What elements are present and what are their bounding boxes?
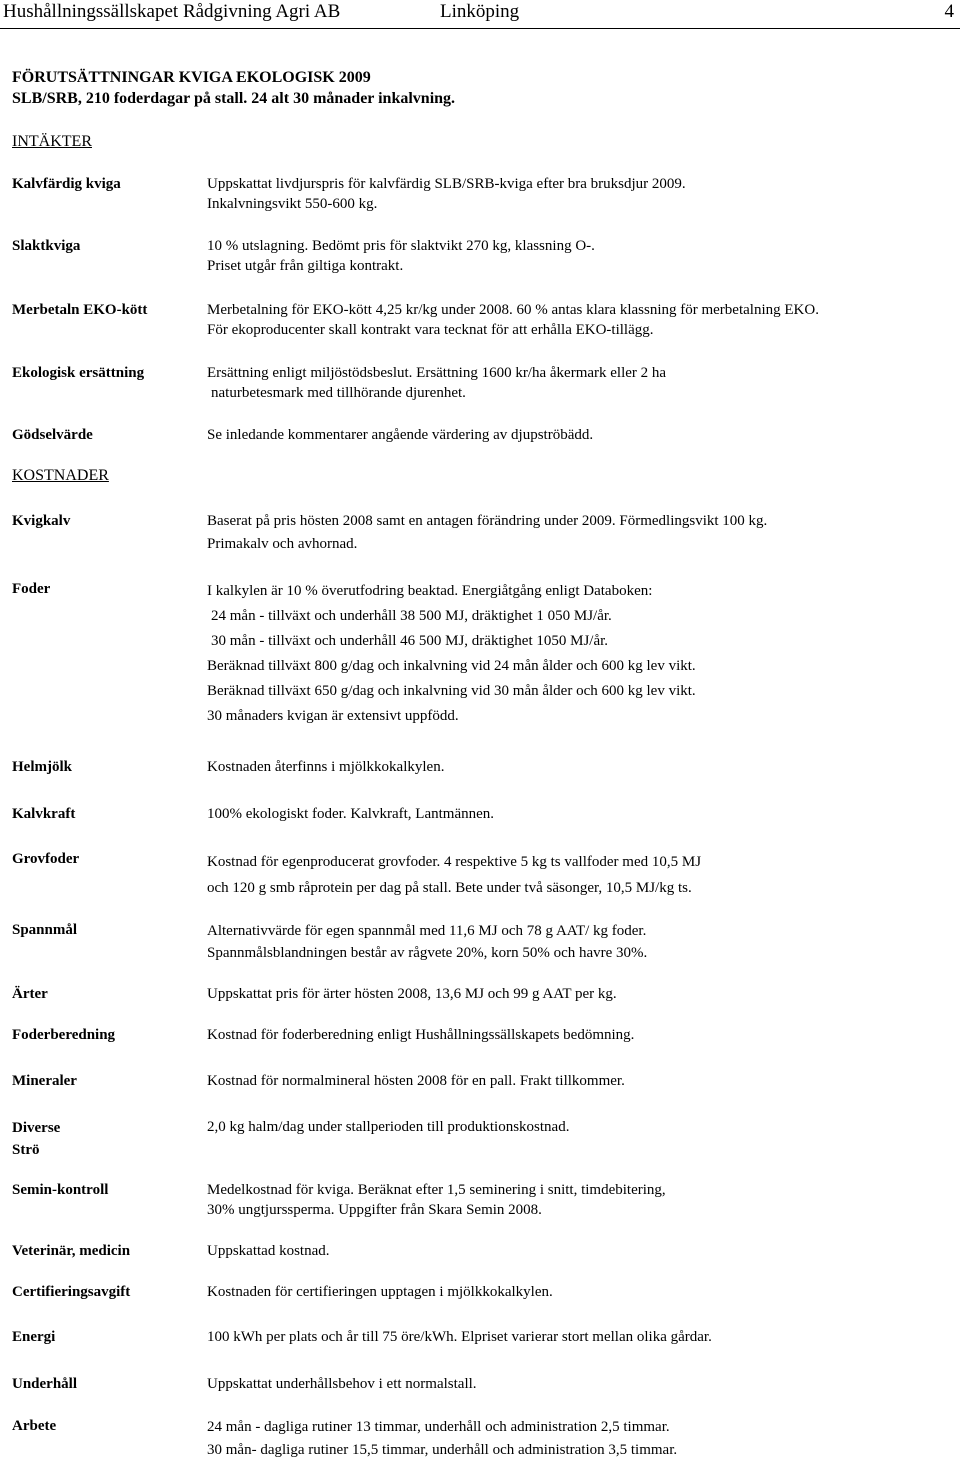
row-description [207, 920, 952, 964]
row-label: Certifieringsavgift [12, 1284, 131, 1300]
description-line: 30% ungtjurssperma. Uppgifter från Skara Semin 2008. [207, 1202, 542, 1218]
row-label: Spannmål [12, 922, 78, 938]
row-label: Energi [12, 1329, 56, 1345]
row-description [207, 1327, 952, 1347]
description-line: Uppskattat pris för ärter hösten 2008, 13,6 MJ och 99 g AAT per kg. [207, 986, 617, 1002]
description-line: Kostnaden återfinns i mjölkkokalkylen. [207, 759, 445, 775]
row-label: Semin-kontroll [12, 1182, 109, 1198]
row-label: Kalvkraft [12, 806, 76, 822]
row-label: Slaktkviga [12, 238, 81, 254]
row-description [207, 1241, 952, 1261]
header-location: Linköping [440, 1, 520, 22]
row-label: Underhåll [12, 1376, 78, 1392]
row-description [207, 1374, 952, 1394]
description-line: För ekoproducenter skall kontrakt vara tecknat för att erhålla EKO-tillägg. [207, 322, 654, 338]
row-label: Ärter [12, 986, 48, 1002]
row-label: Merbetaln EKO-kött [12, 302, 148, 318]
row-label: Ekologisk ersättning [12, 365, 145, 381]
row-label: Kvigkalv [12, 513, 71, 529]
description-line: Uppskattad kostnad. [207, 1243, 330, 1259]
description-line: Kostnad för normalmineral hösten 2008 för en pall. Frakt tillkommer. [207, 1073, 625, 1089]
description-line: Ersättning enligt miljöstödsbeslut. Ersättning 1600 kr/ha åkermark eller 2 ha [207, 365, 667, 381]
row-description [207, 1180, 952, 1220]
row-description [207, 1416, 952, 1462]
description-line: 2,0 kg halm/dag under stallperioden till produktionskostnad. [207, 1119, 570, 1135]
row-label: Gödselvärde [12, 427, 93, 443]
section-heading-costs: KOSTNADER [12, 467, 109, 484]
row-description [207, 1282, 952, 1302]
row-label: Mineraler [12, 1073, 77, 1089]
description-line: I kalkylen är 10 % överutfodring beaktad. Energiåtgång enligt Databoken: [207, 583, 653, 599]
section-heading-income: INTÄKTER [12, 133, 92, 150]
row-description [207, 174, 952, 214]
description-line: Primakalv och avhornad. [207, 536, 358, 552]
row-description [207, 984, 952, 1004]
row-description [207, 236, 952, 276]
description-line: Medelkostnad för kviga. Beräknat efter 1,5 seminering i snitt, timdebitering, [207, 1182, 666, 1198]
page-number: 4 [944, 1, 954, 22]
row-label-line: Strö [12, 1142, 40, 1158]
description-line: Inkalvningsvikt 550-600 kg. [207, 196, 378, 212]
description-line: Kostnad för egenproducerat grovfoder. 4 respektive 5 kg ts vallfoder med 10,5 MJ [207, 854, 702, 870]
document-subtitle: SLB/SRB, 210 foderdagar på stall. 24 alt 30 månader inkalvning. [12, 90, 456, 107]
description-line: Beräknad tillväxt 800 g/dag och inkalvning vid 24 mån ålder och 600 kg lev vikt. [207, 658, 696, 674]
row-description [207, 511, 952, 554]
row-description [207, 363, 952, 403]
row-label: Kalvfärdig kviga [12, 176, 121, 192]
row-description [207, 300, 952, 340]
description-line: 100% ekologiskt foder. Kalvkraft, Lantmännen. [207, 806, 495, 822]
description-line: Uppskattat livdjurspris för kalvfärdig SLB/SRB-kviga efter bra bruksdjur 2009. [207, 176, 686, 192]
description-line: Priset utgår från giltiga kontrakt. [207, 258, 404, 274]
header-organization: Hushållningssällskapet Rådgivning Agri AB [3, 1, 341, 22]
description-line: Spannmålsblandningen består av rågvete 20%, korn 50% och havre 30%. [207, 945, 648, 961]
row-description [207, 1117, 952, 1137]
description-line: 30 månaders kvigan är extensivt uppfödd. [207, 708, 459, 724]
header-divider [0, 28, 960, 29]
row-description [207, 1025, 952, 1045]
description-line: Kostnad för foderberedning enligt Hushållningssällskapets bedömning. [207, 1027, 635, 1043]
document-title: FÖRUTSÄTTNINGAR KVIGA EKOLOGISK 2009 [12, 69, 371, 86]
description-line: naturbetesmark med tillhörande djurenhet. [211, 385, 466, 401]
row-label [12, 1117, 60, 1161]
description-line: 100 kWh per plats och år till 75 öre/kWh. Elpriset varierar stort mellan olika gårdar. [207, 1329, 712, 1345]
row-description [207, 849, 952, 901]
row-label: Foderberedning [12, 1027, 116, 1043]
row-description [207, 1071, 952, 1091]
row-label: Veterinär, medicin [12, 1243, 131, 1259]
row-description [207, 757, 952, 777]
description-line: och 120 g smb råprotein per dag på stall. Bete under två säsonger, 10,5 MJ/kg ts. [207, 880, 692, 896]
description-line: 30 mån - tillväxt och underhåll 46 500 MJ, dräktighet 1050 MJ/år. [211, 633, 609, 649]
description-line: Kostnaden för certifieringen upptagen i mjölkkokalkylen. [207, 1284, 553, 1300]
row-description [207, 425, 952, 445]
description-line: Alternativvärde för egen spannmål med 11,6 MJ och 78 g AAT/ kg foder. [207, 923, 647, 939]
row-description [207, 804, 952, 824]
description-line: Baserat på pris hösten 2008 samt en antagen förändring under 2009. Förmedlingsvikt 100 kg. [207, 513, 768, 529]
row-label: Helmjölk [12, 759, 72, 775]
description-line: Uppskattat underhållsbehov i ett normalstall. [207, 1376, 477, 1392]
row-label: Foder [12, 581, 51, 597]
description-line: 30 mån- dagliga rutiner 15,5 timmar, underhåll och administration 3,5 timmar. [207, 1442, 678, 1458]
description-line: Se inledande kommentarer angående värdering av djupströbädd. [207, 427, 594, 443]
description-line: 24 mån - dagliga rutiner 13 timmar, underhåll och administration 2,5 timmar. [207, 1419, 670, 1435]
row-label: Arbete [12, 1418, 57, 1434]
description-line: 24 mån - tillväxt och underhåll 38 500 MJ, dräktighet 1 050 MJ/år. [211, 608, 612, 624]
description-line: 10 % utslagning. Bedömt pris för slaktvikt 270 kg, klassning O-. [207, 238, 595, 254]
description-line: Merbetalning för EKO-kött 4,25 kr/kg under 2008. 60 % antas klara klassning för merbetalning EKO. [207, 302, 819, 318]
row-label: Grovfoder [12, 851, 80, 867]
row-description [207, 579, 952, 729]
row-label-line: Diverse [12, 1120, 61, 1136]
description-line: Beräknad tillväxt 650 g/dag och inkalvning vid 30 mån ålder och 600 kg lev vikt. [207, 683, 696, 699]
